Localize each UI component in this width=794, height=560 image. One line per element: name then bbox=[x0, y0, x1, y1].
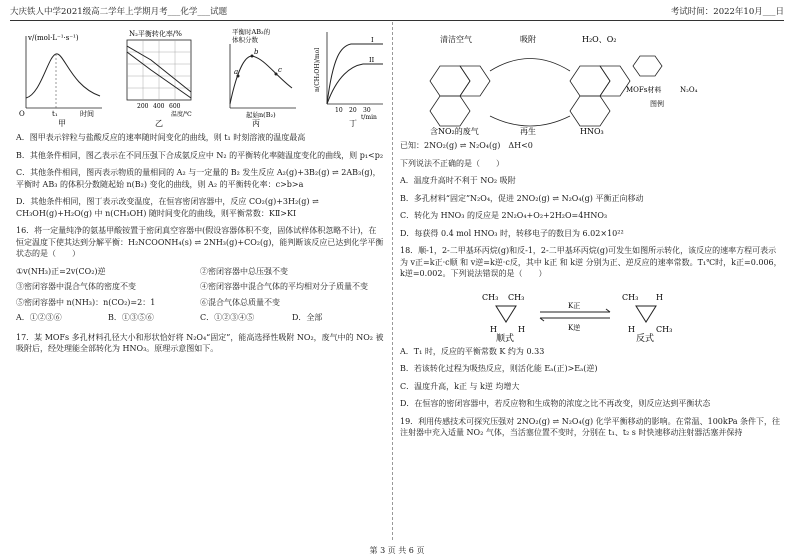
trans-ch3: CH₃ bbox=[622, 292, 639, 302]
bing-point-c: c bbox=[278, 66, 282, 74]
jia-origin: O bbox=[19, 110, 25, 118]
q16-statement-5: ⑤密闭容器中 n(NH₃)：n(CO₂)=2：1 bbox=[16, 297, 156, 307]
q16-statements bbox=[16, 266, 384, 313]
ding-caption: 丁 bbox=[349, 119, 357, 128]
cis-h-left: H bbox=[490, 324, 497, 334]
trans-h-top: H bbox=[656, 292, 663, 302]
question-16: 16．将一定量纯净的氨基甲酸铵置于密闭真空容器中(假设容器体积不变，固体试样体积忽略不计)，在恒定温度下使其达到分解平衡：H₂NCOONH₄(s) ⇌ 2NH₃(g)+CO₂(g)，能判断该反应已达到化学平衡状态的是（ ） bbox=[16, 226, 384, 258]
option-d: D．其他条件相同，图丁表示改变温度，在恒容密闭容器中，反应 CO₂(g)+3H₂(g) ⇌ CH₃OH(g)+H₂O(g) 中 n(CH₃OH) 随时间变化的曲线，则平衡常数：KⅡ>KⅠ bbox=[16, 197, 319, 218]
figure-bing bbox=[216, 26, 301, 128]
known-equation: 已知：2NO₂(g) ⇌ N₂O₄(g) ΔH<0 bbox=[400, 141, 533, 150]
mof-legend-material: MOFs材料 bbox=[626, 86, 662, 94]
k-forward: K正 bbox=[568, 301, 581, 310]
figure-ding bbox=[311, 26, 386, 128]
column-divider bbox=[392, 22, 393, 540]
mof-adsorb: 吸附 bbox=[520, 35, 536, 44]
q18-option-d: D．在恒容的密闭容器中，若反应物和生成物的浓度之比不再改变，则反应达到平衡状态 bbox=[400, 399, 711, 408]
q16-choice-c: C．①②③④⑤ bbox=[200, 313, 255, 322]
yi-title: N₂平衡转化率/% bbox=[129, 30, 182, 38]
cis-label: 顺式 bbox=[496, 333, 515, 342]
q16-choices bbox=[16, 312, 384, 328]
k-reverse: K逆 bbox=[568, 323, 581, 332]
option-c: C．其他条件相同，图丙表示物质的量相同的 A₂ 与一定量的 B₂ 发生反应 A₂(g)+3B₂(g) ⇌ 2AB₃(g)，平衡时 AB₃ 的体积分数随起始 n(B₂) 变化的曲线，则 A₂ 的平衡转化率：c>b>a bbox=[16, 168, 381, 189]
mof-hno3: HNO₃ bbox=[580, 127, 604, 136]
header-right: 考试时间：2022年10月___日 bbox=[670, 7, 784, 17]
question-17: 17．某 MOFs 多孔材料孔径大小和形状恰好将 N₂O₄“固定”，能高选择性吸附 NO₂，废气中的 NO₂ 被吸附后，经处理能全部转化为 HNO₃。原理示意图如下。 bbox=[16, 332, 384, 353]
cis-ch3-right: CH₃ bbox=[508, 292, 525, 302]
mof-clean-air: 清洁空气 bbox=[440, 35, 472, 44]
trans-ch3-bottom: CH₃ bbox=[656, 324, 673, 334]
yi-caption: 乙 bbox=[155, 119, 163, 128]
figure-yi bbox=[111, 26, 201, 128]
left-column bbox=[16, 26, 384, 361]
figure-row bbox=[16, 26, 384, 128]
mof-h2o-o2: H₂O、O₂ bbox=[582, 35, 617, 44]
q16-statement-6: ⑥混合气体总质量不变 bbox=[200, 297, 280, 307]
header-left: 大庆铁人中学2021级高二学年上学期月考___化学___试题 bbox=[10, 7, 228, 17]
q17-prompt: 下列说法不正确的是（ ） bbox=[400, 158, 504, 168]
q17-option-c: C．转化为 HNO₃ 的反应是 2N₂O₄+O₂+2H₂O=4HNO₃ bbox=[400, 211, 608, 220]
ding-tick-2: 20 bbox=[349, 107, 357, 114]
q16-statement-2: ②密闭容器中总压强不变 bbox=[200, 266, 288, 276]
trans-h-bottom: H bbox=[628, 324, 635, 334]
question-18: 18．顺-1，2-二甲基环丙烷(g)和反-1，2-二甲基环丙烷(g)可发生如图所示转化，该反应的速率方程可表示为 v正=k正·c顺 和 v逆=k逆·c反，其中 k正 和 k逆 分别为正、逆反应的速率常数。T₁℃时，k正=0.006，k逆=0.002。下列说法错误的是（ ） bbox=[400, 246, 782, 278]
mof-regen: 再生 bbox=[520, 127, 536, 136]
cis-ch3-left: CH₃ bbox=[482, 292, 499, 302]
q16-statement-3: ③密闭容器中混合气体的密度不变 bbox=[16, 282, 136, 291]
ding-curve-2: II bbox=[369, 56, 375, 64]
q17-option-d: D．每获得 0.4 mol HNO₃ 时，转移电子的数目为 6.02×10²² bbox=[400, 228, 624, 238]
question-19: 19．利用传感技术可探究压强对 2NO₂(g) ⇌ N₂O₄(g) 化学平衡移动的影响。在常温、100kPa 条件下，往注射器中充入适量 NO₂ 气体，当活塞位置不变时，分别在 t₁、t₂ s 时快速移动注射器活塞并保持 bbox=[400, 416, 781, 437]
figure-jia bbox=[16, 26, 106, 128]
bing-title1: 平衡时AB₃的 bbox=[232, 28, 271, 36]
q18-option-a: A．T₁ 时，反应的平衡常数 K 约为 0.33 bbox=[400, 346, 545, 356]
q17-option-a: A．温度升高时不利于 NO₂ 吸附 bbox=[400, 176, 516, 185]
jia-t1: t₁ bbox=[52, 110, 58, 118]
bing-caption: 丙 bbox=[252, 119, 260, 128]
option-a: A．图甲表示锌粒与盐酸反应的速率随时间变化的曲线，则 t₁ 时刻溶液的温度最高 bbox=[16, 133, 306, 142]
q16-statement-1: ①v(NH₃)正=2v(CO₂)逆 bbox=[16, 266, 106, 276]
trans-label: 反式 bbox=[636, 333, 655, 342]
ding-tick-1: 10 bbox=[335, 107, 343, 114]
cis-h-right: H bbox=[518, 324, 525, 334]
q18-option-c: C．温度升高，k正 与 k逆 均增大 bbox=[400, 381, 520, 391]
page-footer: 第 3 页 共 6 页 bbox=[369, 546, 425, 555]
cis-trans-diagram bbox=[400, 286, 780, 342]
q16-choice-a: A．①②③⑥ bbox=[16, 313, 62, 322]
yi-tick-3: 600 bbox=[169, 103, 181, 110]
bing-point-b: b bbox=[254, 48, 259, 56]
q16-choice-d: D．全部 bbox=[292, 313, 323, 322]
ding-tick-3: 30 bbox=[363, 107, 371, 114]
yi-tick-2: 400 bbox=[153, 103, 165, 110]
bing-title2: 体积分数 bbox=[232, 36, 258, 44]
mof-diagram bbox=[400, 26, 780, 136]
q16-statement-4: ④密闭容器中混合气体的平均相对分子质量不变 bbox=[200, 282, 368, 291]
mof-legend-title: 图例 bbox=[650, 100, 664, 108]
bing-point-a: a bbox=[234, 68, 239, 76]
mof-waste-gas: 含NO₂的废气 bbox=[430, 127, 479, 136]
bing-xlabel: 起始n(B₂) bbox=[246, 111, 276, 119]
mof-legend-n2o4: N₂O₄ bbox=[680, 86, 698, 94]
q16-choice-b: B．①③⑤⑥ bbox=[108, 313, 154, 322]
ding-xlabel: t/min bbox=[361, 114, 377, 121]
option-b: B．其他条件相同，图乙表示在不同压强下合成氨反应中 N₂ 的平衡转化率随温度变化的曲线，则 p₁<p₂ bbox=[16, 150, 384, 160]
jia-xlabel: 时间 bbox=[80, 110, 94, 118]
yi-xlabel: 温度/℃ bbox=[171, 111, 192, 118]
right-column bbox=[400, 26, 784, 445]
yi-tick-1: 200 bbox=[137, 103, 149, 110]
jia-ylabel: v/(mol·L⁻¹·s⁻¹) bbox=[28, 34, 79, 42]
ding-ylabel: n(CH₃OH)/mol bbox=[314, 47, 321, 92]
ding-curve-1: I bbox=[371, 36, 374, 44]
page-header bbox=[10, 4, 784, 21]
jia-caption: 甲 bbox=[58, 119, 66, 128]
q18-option-b: B．若该转化过程为吸热反应，则活化能 Eₐ(正)>Eₐ(逆) bbox=[400, 364, 598, 373]
q17-option-b: B．多孔材料“固定”N₂O₄，促进 2NO₂(g) ⇌ N₂O₄(g) 平衡正向移动 bbox=[400, 193, 644, 203]
